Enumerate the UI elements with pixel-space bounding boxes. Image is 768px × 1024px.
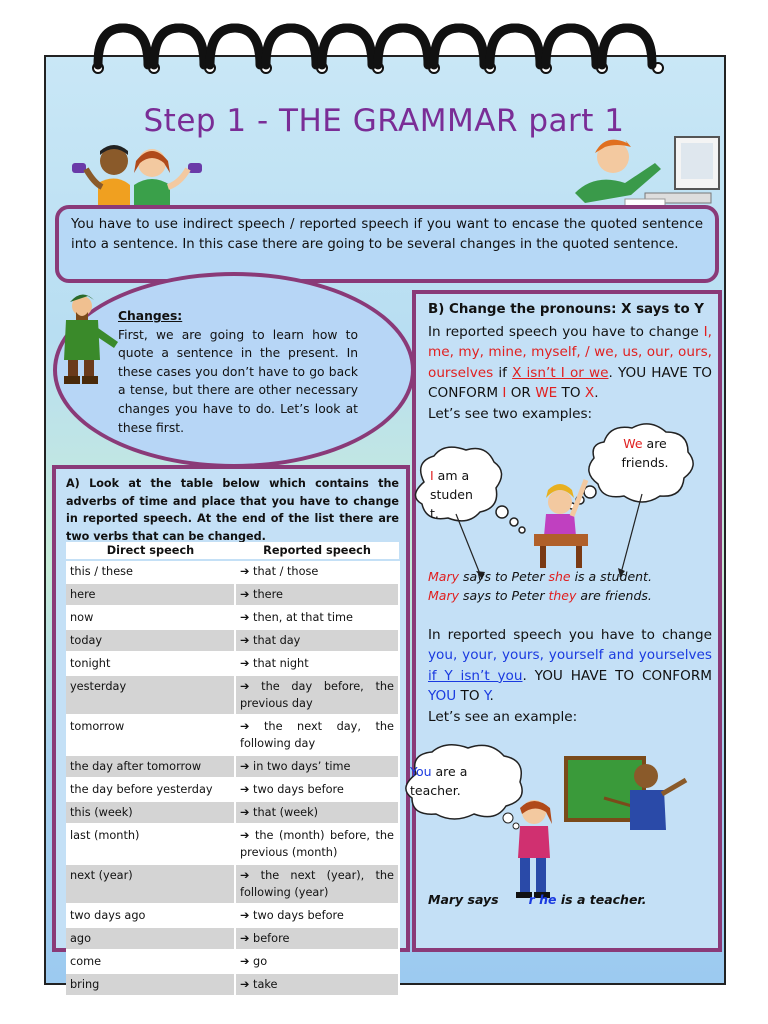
direct-speech-cell: last (month) [66,824,235,864]
table-header-reported: Reported speech [235,542,399,560]
direct-speech-cell: yesterday [66,675,235,715]
bubble-friends-pronoun: We [623,436,643,451]
example-student-end: is a student. [570,569,652,584]
example-friends-mid: says to Peter [458,588,549,603]
changes-heading: Changes: [118,309,183,323]
p2-text-a: In reported speech you have to change [428,627,712,643]
table-row [66,583,399,606]
page-title: Step 1 - THE GRAMMAR part 1 [143,103,625,139]
table-row [66,675,399,715]
direct-speech-cell: this (week) [66,801,235,824]
table-row [66,560,399,583]
robin-hood-clipart [58,290,122,390]
table-row [66,973,399,996]
reported-speech-cell: ➔ the next day, the following day [235,715,399,755]
direct-speech-cell: bring [66,973,235,996]
table-row [66,629,399,652]
adverbs-table [66,542,400,997]
direct-speech-cell: two days ago [66,904,235,927]
changes-text [118,307,358,437]
example-student-pronoun: she [548,569,571,584]
p1-if: if [493,364,513,381]
p2-text-b: . YOU HAVE TO CONFORM [522,667,712,684]
example-student-name: Mary [428,569,459,584]
p1-condition: X isn’t I or we [512,364,609,381]
spiral-rings-front [78,18,698,80]
section-b-box [412,290,722,952]
direct-speech-cell: next (year) [66,864,235,904]
p1-text-b: . YOU HAVE TO CONFORM [428,364,712,402]
pronouns-paragraph-2 [428,625,712,727]
reported-speech-cell: ➔ the day before, the previous day [235,675,399,715]
adverbs-table-body [66,560,399,996]
table-header-direct: Direct speech [66,542,235,560]
p1-to: TO [557,385,585,402]
table-row [66,904,399,927]
direct-speech-cell: the day before yesterday [66,778,235,801]
p1-end: . [594,385,599,402]
reported-speech-cell: ➔ that (week) [235,801,399,824]
direct-speech-cell: ago [66,927,235,950]
reported-speech-cell: ➔ go [235,950,399,973]
direct-speech-cell: today [66,629,235,652]
bubble-friends-text: are friends. [621,436,669,470]
reported-speech-cell: ➔ two days before [235,904,399,927]
reported-speech-cell: ➔ that day [235,629,399,652]
p1-or: OR [506,385,536,402]
example-friends-end: are friends. [576,588,652,603]
example-teacher-a: Mary says [428,892,499,907]
direct-speech-cell: now [66,606,235,629]
reported-speech-cell: ➔ then, at that time [235,606,399,629]
table-row [66,801,399,824]
p2-you: YOU [428,688,457,705]
reported-speech-cell: ➔ in two days’ time [235,755,399,778]
table-row [66,824,399,864]
example-student [428,567,652,586]
example-arrows [416,294,716,594]
table-row [66,715,399,755]
table-row [66,778,399,801]
changes-body: First, we are going to learn how to quote a sentence in the present. In these cases you don’t have to go back a tense, but there are other necessary changes you have to do. Let’s look at these first. [118,327,358,435]
direct-speech-cell: tomorrow [66,715,235,755]
section-b-heading: B) Change the pronouns: X says to Y [428,302,704,317]
reported-speech-cell: ➔ that / those [235,560,399,583]
example-teacher-b: is a teacher. [556,892,647,907]
direct-speech-cell: come [66,950,235,973]
example-friends [428,586,652,605]
direct-speech-cell: this / these [66,560,235,583]
p1-x: X [584,385,595,402]
p2-pronouns: you, your, yours, yourself and yourselves [428,647,712,664]
section-a-intro: A) Look at the table below which contains the adverbs of time and place that you have to change in reported speech. At the end of the list there are two verbs that can be changed. [66,477,399,543]
p1-pronouns: I, me, my, mine, myself, / we, us, our, ours, ourselves [428,324,712,381]
reported-speech-cell: ➔ the next (year), the following (year) [235,864,399,904]
table-row [66,606,399,629]
p2-end: . [489,688,494,705]
reported-speech-cell: ➔ the (month) before, the previous (month) [235,824,399,864]
teacher-clipart [506,754,716,904]
p2-text-c: Let’s see an example: [428,708,578,725]
p1-we: WE [535,385,558,402]
example-teacher [428,890,647,909]
bubble-teacher [410,762,476,800]
reported-speech-cell: ➔ that night [235,652,399,675]
table-row [66,652,399,675]
example-friends-name: Mary [428,588,459,603]
p1-text-c: Let’s see two examples: [428,405,593,422]
section-a-box [52,465,410,991]
p2-y: Y [483,688,490,705]
direct-speech-cell: here [66,583,235,606]
example-friends-pronoun: they [548,588,577,603]
bubble-teacher-pronoun: You [410,764,432,779]
example-student-mid: says to Peter [458,569,549,584]
intro-box: You have to use indirect speech / reported speech if you want to encase the quoted sentence into a sentence. In this case there are going to be several changes in the quoted sentence. [55,205,719,283]
table-row [66,927,399,950]
direct-speech-cell: tonight [66,652,235,675]
p2-condition: if Y isn’t you [428,667,523,684]
p1-i: I [502,385,507,402]
reported-speech-cell: ➔ take [235,973,399,996]
table-row [66,755,399,778]
table-row [66,950,399,973]
computer-boy-clipart [565,133,725,215]
p1-text-a: In reported speech you have to change [428,324,699,340]
p2-to: TO [456,688,484,705]
direct-speech-cell: the day after tomorrow [66,755,235,778]
bubble-student-pronoun: I [430,468,434,483]
reported-speech-cell: ➔ before [235,927,399,950]
table-row [66,864,399,904]
reported-speech-cell: ➔ two days before [235,778,399,801]
reported-speech-cell: ➔ there [235,583,399,606]
bubble-student-text: am a studen t. [430,468,473,521]
example-teacher-pronoun: r he [528,892,557,907]
bubble-teacher-text: are a teacher. [410,764,468,798]
